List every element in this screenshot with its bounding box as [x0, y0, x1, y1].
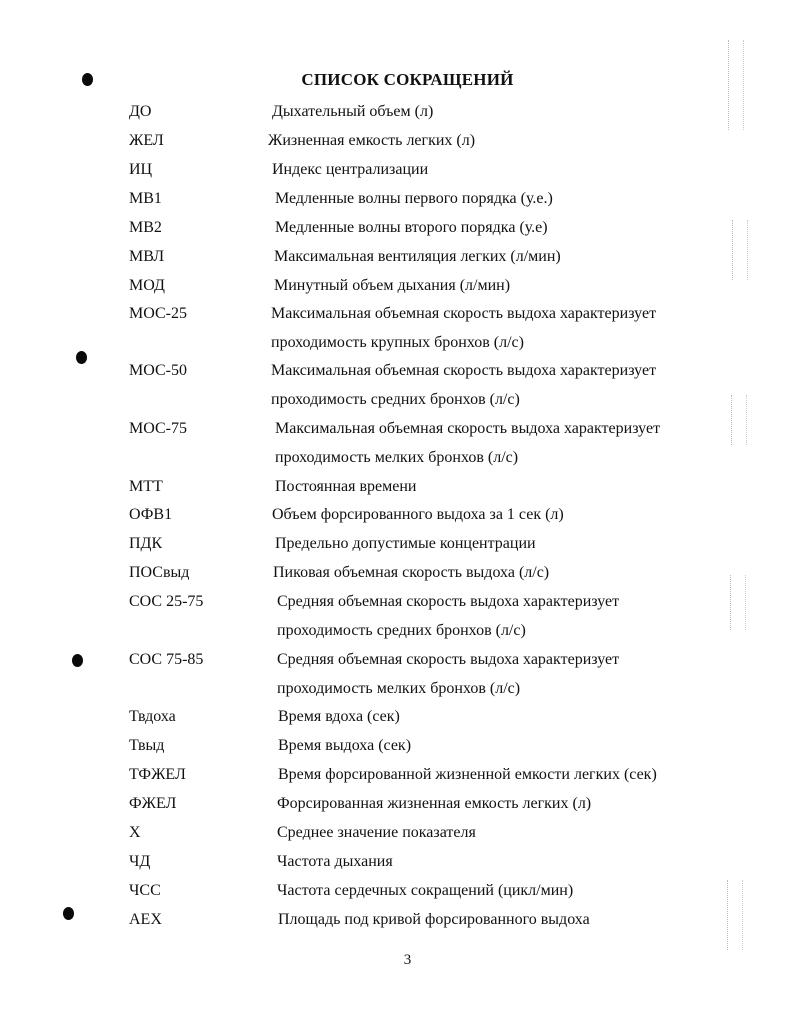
abbreviation-definition: Максимальная объемная скорость выдоха характеризует: [275, 420, 661, 437]
binder-hole: [63, 907, 74, 920]
abbreviation-term: МВ2: [129, 219, 162, 236]
abbreviation-definition: Медленные волны второго порядка (у.е): [275, 219, 548, 236]
abbreviation-term: AEX: [129, 911, 162, 928]
abbreviation-definition: Дыхательный объем (л): [272, 103, 434, 120]
abbreviation-definition: Время выдоха (сек): [278, 737, 412, 754]
scan-noise: [727, 880, 743, 950]
abbreviation-definition: Медленные волны первого порядка (у.е.): [275, 190, 553, 207]
page-number-text: 3: [403, 952, 412, 968]
abbreviation-definition: Форсированная жизненная емкость легких (л): [277, 795, 592, 812]
abbreviation-term: ТФЖЕЛ: [129, 766, 186, 783]
scan-noise: [731, 395, 747, 445]
abbreviation-definition: Жизненная емкость легких (л): [268, 132, 476, 149]
abbreviation-definition: Средняя объемная скорость выдоха характеризует: [277, 593, 620, 610]
abbreviation-definition: Объем форсированного выдоха за 1 сек (л): [272, 506, 564, 523]
abbreviation-definition: Предельно допустимые концентрации: [275, 535, 536, 552]
abbreviation-definition: проходимость средних бронхов (л/с): [277, 622, 526, 639]
abbreviation-term: ЖЕЛ: [129, 132, 164, 149]
abbreviation-definition: Максимальная объемная скорость выдоха характеризует: [271, 362, 657, 379]
abbreviation-definition: Пиковая объемная скорость выдоха (л/с): [273, 564, 550, 581]
abbreviation-definition: Минутный объем дыхания (л/мин): [274, 277, 511, 294]
abbreviation-definition: Среднее значение показателя: [277, 824, 476, 841]
abbreviation-term: СОС 75-85: [129, 651, 204, 668]
abbreviation-term: Твдоха: [129, 708, 176, 725]
abbreviation-term: Х: [129, 824, 141, 841]
abbreviation-term: ЧСС: [129, 882, 161, 899]
abbreviation-definition: Частота сердечных сокращений (цикл/мин): [277, 882, 574, 899]
abbreviation-term: ФЖЕЛ: [129, 795, 177, 812]
abbreviation-definition: Максимальная вентиляция легких (л/мин): [274, 248, 561, 265]
abbreviation-term: СОС 25-75: [129, 593, 204, 610]
abbreviation-term: МОС-75: [129, 420, 187, 437]
abbreviation-term: МТТ: [129, 478, 163, 495]
abbreviation-term: МОД: [129, 277, 165, 294]
abbreviation-definition: Площадь под кривой форсированного выдоха: [278, 911, 590, 928]
abbreviation-definition: проходимость средних бронхов (л/с): [271, 391, 520, 408]
scan-noise: [730, 575, 746, 630]
abbreviation-definition: Индекс централизации: [272, 161, 429, 178]
abbreviation-definition: Время вдоха (сек): [278, 708, 400, 725]
page-number: [0, 952, 793, 969]
abbreviation-term: ИЦ: [129, 161, 153, 178]
binder-hole: [76, 351, 87, 364]
abbreviation-term: ПОСвыд: [129, 564, 190, 581]
abbreviation-term: МОС-50: [129, 362, 187, 379]
abbreviation-term: Твыд: [129, 737, 165, 754]
abbreviation-definition: Частота дыхания: [277, 853, 393, 870]
abbreviation-term: ЧД: [129, 853, 151, 870]
abbreviation-term: ДО: [129, 103, 152, 120]
abbreviation-definition: Время форсированной жизненной емкости легких (сек): [278, 766, 657, 783]
abbreviation-definition: Постоянная времени: [275, 478, 417, 495]
abbreviation-term: ПДК: [129, 535, 163, 552]
abbreviation-definition: проходимость мелких бронхов (л/с): [277, 680, 521, 697]
scan-noise: [732, 220, 748, 280]
abbreviation-definition: проходимость крупных бронхов (л/с): [271, 334, 524, 351]
abbreviation-term: МВ1: [129, 190, 162, 207]
page-title-text: СПИСОК СОКРАЩЕНИЙ: [301, 70, 514, 89]
page-title: [0, 70, 793, 90]
abbreviation-term: МОС-25: [129, 305, 187, 322]
abbreviation-definition: Максимальная объемная скорость выдоха характеризует: [271, 305, 657, 322]
abbreviation-term: МВЛ: [129, 248, 165, 265]
abbreviation-definition: проходимость мелких бронхов (л/с): [275, 449, 519, 466]
binder-hole: [72, 654, 83, 667]
abbreviation-definition: Средняя объемная скорость выдоха характеризует: [277, 651, 620, 668]
abbreviation-term: ОФВ1: [129, 506, 173, 523]
